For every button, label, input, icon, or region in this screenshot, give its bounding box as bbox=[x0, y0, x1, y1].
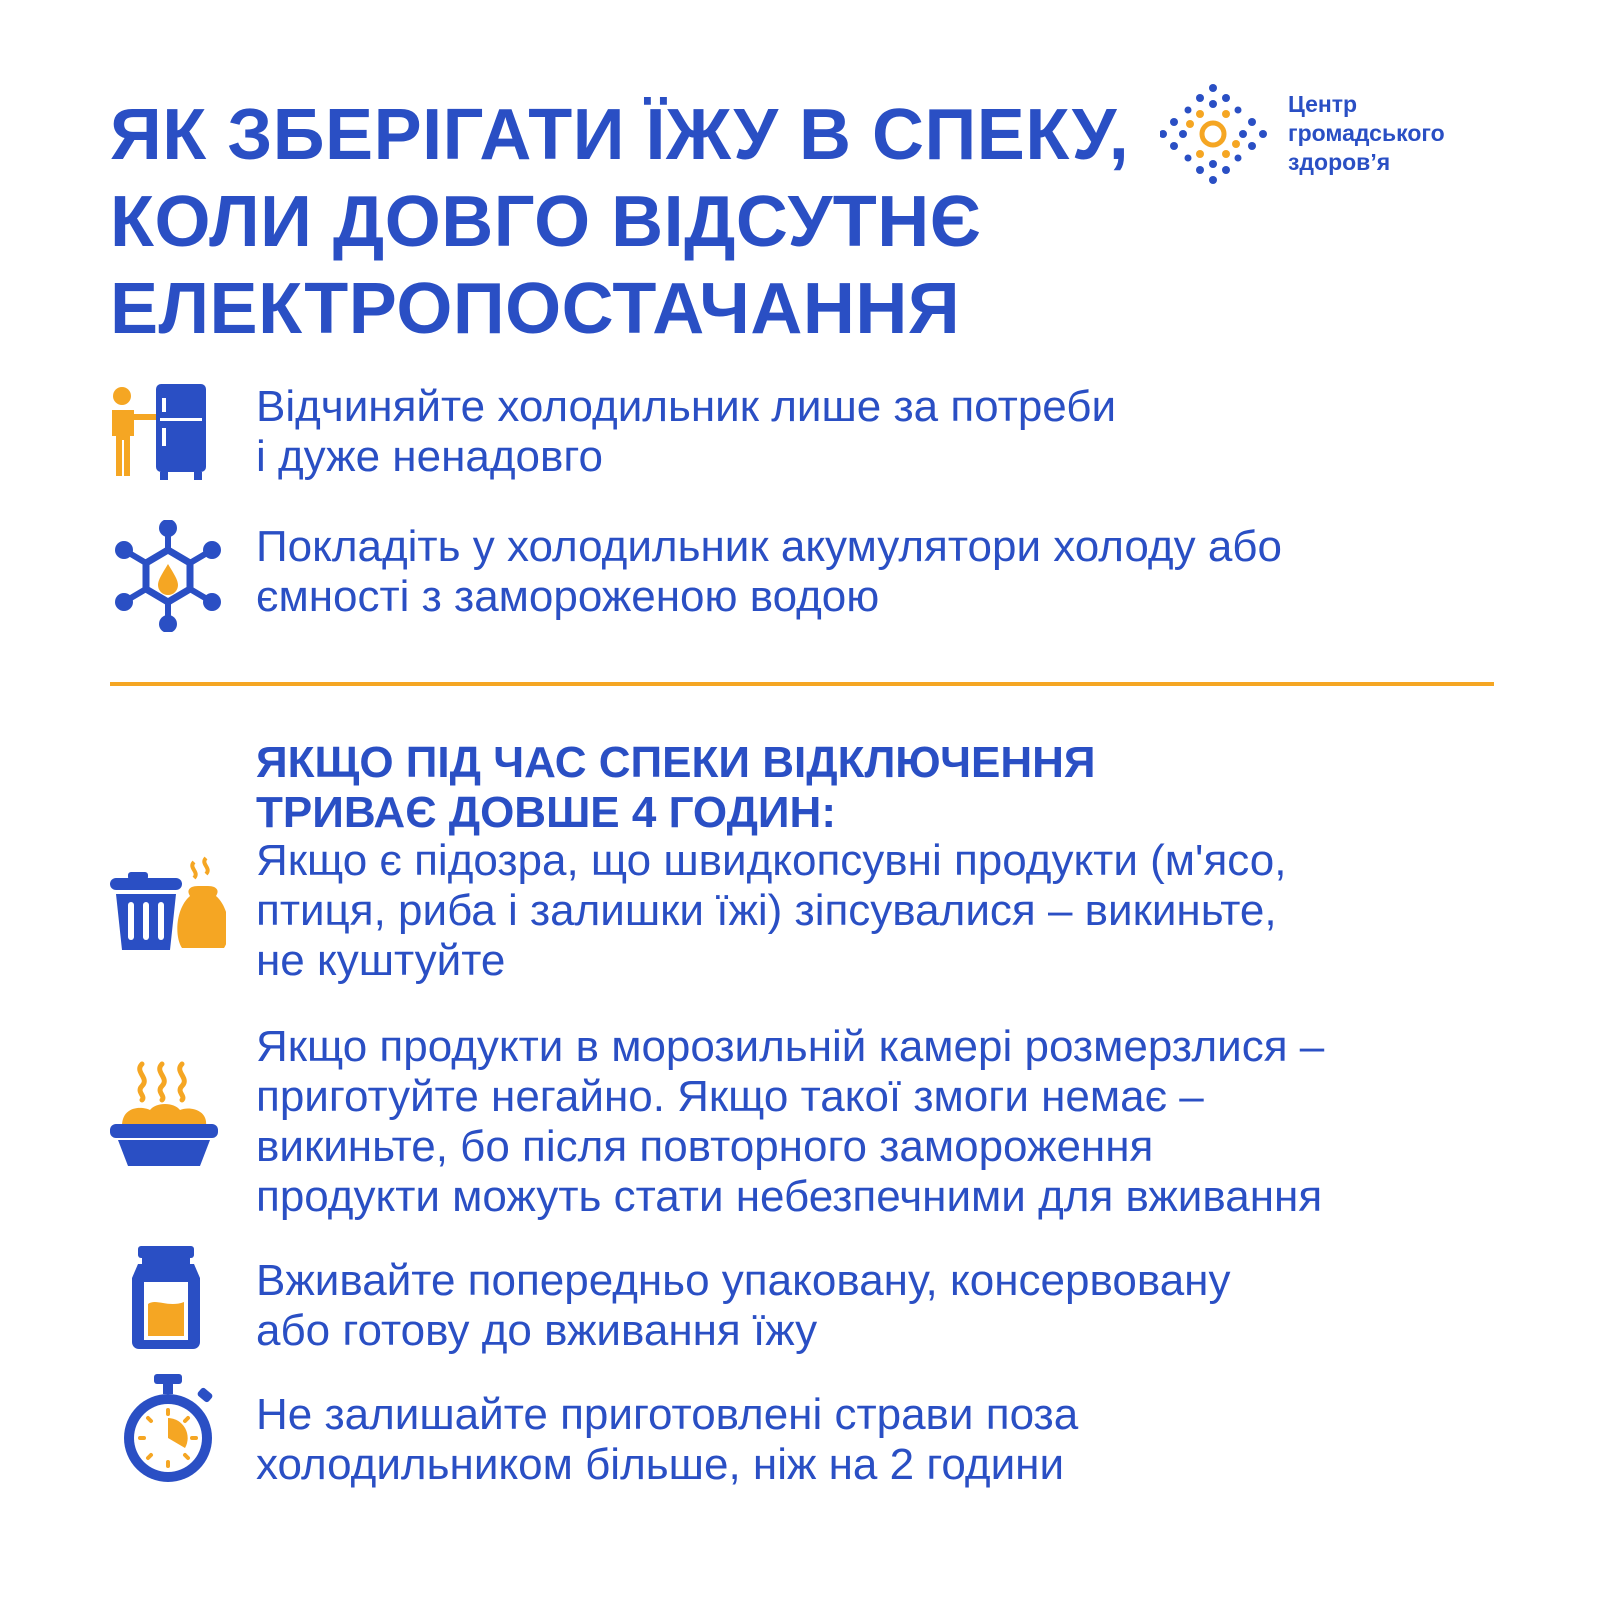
person-fridge-icon bbox=[104, 384, 216, 484]
logo-text bbox=[1288, 90, 1445, 177]
tip-line: і дуже ненадовго bbox=[256, 432, 603, 481]
tip-line: птиця, риба і залишки їжі) зіпсувалися – викиньте, bbox=[256, 886, 1277, 935]
tip-line: викиньте, бо після повторного замороження bbox=[256, 1122, 1154, 1171]
tip-item bbox=[256, 1022, 1556, 1222]
tip-line: продукти можуть стати небезпечними для вживання bbox=[256, 1172, 1323, 1221]
tip-line: приготуйте негайно. Якщо такої змоги немає – bbox=[256, 1072, 1204, 1121]
stopwatch-icon bbox=[116, 1374, 220, 1488]
tip-line: не куштуйте bbox=[256, 936, 506, 985]
title-line: ЕЛЕКТРОПОСТАЧАННЯ bbox=[110, 269, 961, 349]
tip-item bbox=[256, 1390, 1556, 1490]
tip-line: холодильником більше, ніж на 2 години bbox=[256, 1440, 1065, 1489]
heading-line: ЯКЩО ПІД ЧАС СПЕКИ ВІДКЛЮЧЕННЯ bbox=[256, 738, 1096, 787]
title-line: КОЛИ ДОВГО ВІДСУТНЄ bbox=[110, 182, 982, 262]
logo-line: громадського bbox=[1288, 120, 1445, 146]
jar-icon bbox=[130, 1246, 202, 1350]
logo-line: Центр bbox=[1288, 91, 1358, 117]
tip-item bbox=[256, 836, 1556, 986]
heading-line: ТРИВАЄ ДОВШЕ 4 ГОДИН: bbox=[256, 788, 836, 837]
tip-line: Не залишайте приготовлені страви поза bbox=[256, 1390, 1079, 1439]
logo-line: здоров’я bbox=[1288, 149, 1391, 175]
tip-line: Вживайте попередньо упаковану, консервовану bbox=[256, 1256, 1231, 1305]
tip-item bbox=[256, 522, 1556, 622]
cold-molecule-icon bbox=[112, 520, 224, 632]
tip-item bbox=[256, 382, 1556, 482]
section-heading bbox=[256, 738, 1096, 838]
tip-line: або готову до вживання їжу bbox=[256, 1306, 818, 1355]
tip-line: Покладіть у холодильник акумулятори холоду або bbox=[256, 522, 1282, 571]
tip-line: Якщо продукти в морозильній камері розмерзлися – bbox=[256, 1022, 1325, 1071]
tip-line: Якщо є підозра, що швидкопсувні продукти (м'ясо, bbox=[256, 836, 1287, 885]
tip-line: ємності з замороженою водою bbox=[256, 572, 880, 621]
trash-bin-icon bbox=[106, 856, 226, 956]
title-line: ЯК ЗБЕРІГАТИ ЇЖУ В СПЕКУ, bbox=[110, 95, 1130, 175]
page-title bbox=[110, 92, 1130, 353]
tip-item bbox=[256, 1256, 1556, 1356]
hot-dish-icon bbox=[108, 1060, 220, 1172]
tip-line: Відчиняйте холодильник лише за потреби bbox=[256, 382, 1117, 431]
divider bbox=[110, 682, 1494, 686]
